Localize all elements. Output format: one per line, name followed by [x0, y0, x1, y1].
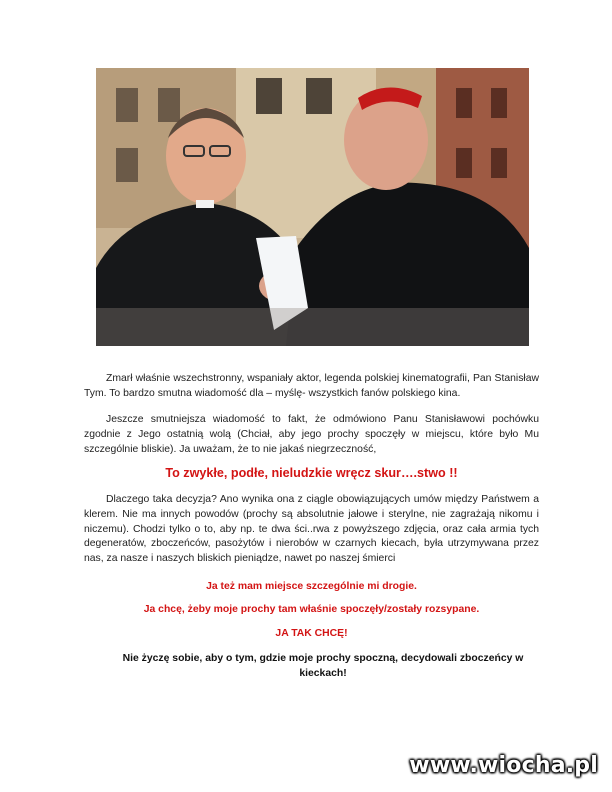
red-line-2-text: Ja chcę, żeby moje prochy tam właśnie spoczęły/zostały rozsypane.: [143, 604, 480, 615]
photo-illustration: [96, 68, 529, 346]
closing-statement-text: Nie życzę sobie, aby o tym, gdzie moje prochy spoczną, decydowali zboczeńcy w kieckach!: [122, 653, 524, 679]
paragraph-2-text: Jeszcze smutniejsza wiadomość to fakt, że odmówiono Panu Stanisławowi pochówku zgodnie z Jego ostatnią wolą (Chciał, aby jego prochy spoczęły w miejscu, które było Mu szczególnie bliskie). Ja uważam, że to nie jakaś niegrzeczność,: [84, 414, 539, 455]
red-line-3-text: JA TAK CHCĘ!: [275, 628, 348, 639]
paragraph-3-text: Dlaczego taka decyzja? Ano wynika ona z ciągle obowiązujących umów między Państwem a klerem. Nie ma innych powodów (prochy są absolutnie jałowe i sterylne, nie zagrażają nikomu i niczemu). Chodzi tylko o to, aby np. te dwa ści..rwa z powyższego zdjęcia, oraz cała armia tych degeneratów, zboczeńców, pasożytów i nierobów w czarnych kiecach, była utrzymywana przez nas, za nasze i naszych bliskich pieniądze, nawet po naszej śmierci: [84, 494, 539, 565]
paragraph-1-text: Zmarł właśnie wszechstronny, wspaniały aktor, legenda polskiej kinematografii, Pan Stanisław Tym. To bardzo smutna wiadomość dla – myślę- wszystkich fanów polskiego kina.: [84, 373, 539, 399]
red-line-1-text: Ja też mam miejsce szczególnie mi drogie.: [206, 581, 417, 592]
headline: To zwykłe, podłe, nieludzkie wręcz skur….stwo !!: [165, 466, 458, 480]
watermark-logo: www.wiocha.pl: [409, 753, 598, 778]
closing-statement: [118, 652, 528, 682]
red-line-2: [84, 603, 539, 618]
article-photo: [96, 68, 529, 346]
paragraph-3: [84, 493, 539, 567]
red-line-1: [84, 580, 539, 595]
red-line-3: [84, 627, 539, 642]
paragraph-2: [84, 413, 539, 457]
paragraph-1: [84, 372, 539, 402]
